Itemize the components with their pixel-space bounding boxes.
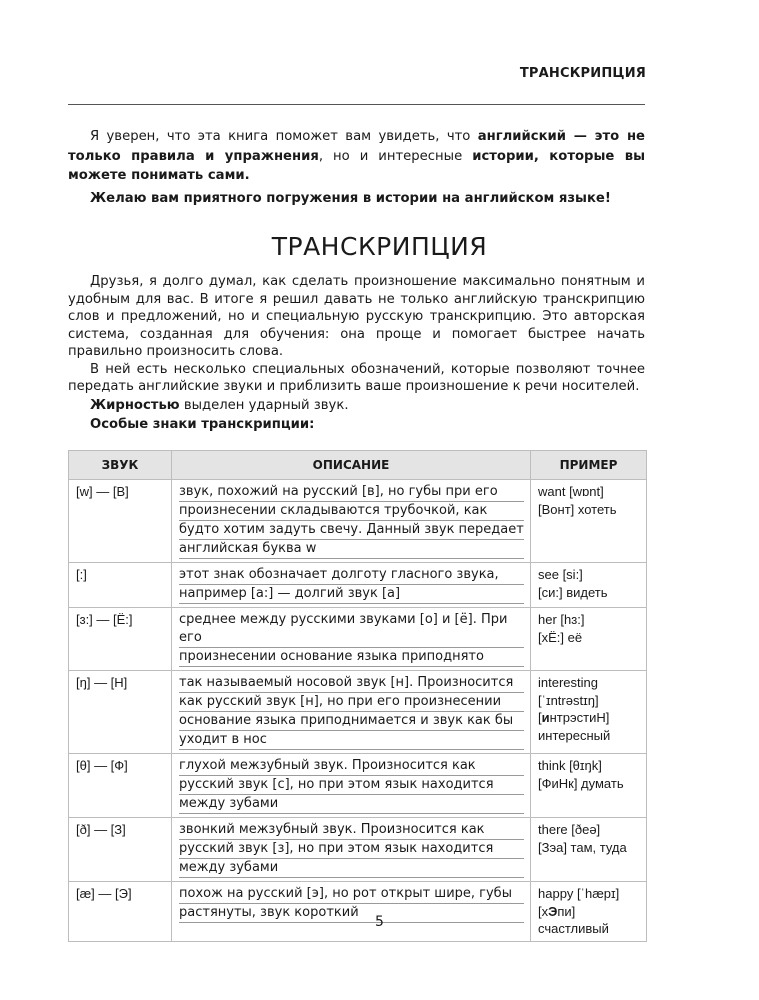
- example-text: [х: [538, 903, 549, 919]
- running-head: ТРАНСКРИПЦИЯ: [519, 66, 646, 81]
- example-line: [538, 611, 640, 629]
- example-line: [538, 757, 640, 775]
- description-line: основание языка приподнимается и звук как бы: [179, 712, 524, 731]
- header-divider: [68, 104, 645, 105]
- example-line: [538, 692, 640, 710]
- stress-bold-word: Жирностью: [90, 397, 180, 413]
- intro-wish: Желаю вам приятного погружения в истории на английском языке!: [90, 190, 611, 206]
- example-text: [Вонт] хотеть: [538, 501, 617, 517]
- column-header-sound: ЗВУК: [69, 451, 172, 480]
- table-row: [69, 608, 647, 671]
- description-cell: [172, 818, 531, 882]
- example-text: interesting: [538, 675, 598, 690]
- description-line: среднее между русскими звуками [о] и [ё]. При его: [179, 611, 524, 648]
- example-text: happy [ˈhæpɪ]: [538, 886, 620, 901]
- description-line: русский звук [з], но при этом язык находится: [179, 840, 524, 859]
- description-line: как русский звук [н], но при его произнесении: [179, 693, 524, 712]
- example-cell: [531, 608, 647, 671]
- example-line: [538, 501, 640, 519]
- section-body: [68, 273, 645, 434]
- text-run: , но и интересные: [318, 148, 473, 164]
- description-line: английская буква w: [179, 540, 524, 559]
- table-row: [69, 818, 647, 882]
- description-line: так называемый носовой звук [н]. Произносится: [179, 674, 524, 693]
- example-text: [Зэа] там, туда: [538, 839, 627, 855]
- column-header-example: ПРИМЕР: [531, 451, 647, 480]
- description-line: похож на русский [э], но рот открыт шире, губы: [179, 885, 524, 904]
- transcription-table: [68, 450, 647, 942]
- paragraph-stress: [68, 396, 645, 415]
- table-row: [69, 882, 647, 942]
- stressed-sound: и: [541, 710, 550, 725]
- description-line: между зубами: [179, 795, 524, 814]
- paragraph-notation: В ней есть несколько специальных обозначений, которые позволяют точнее передать английские звуки и приблизить ваше произношение к речи носителей.: [68, 361, 645, 394]
- description-line: растянуты, звук короткий: [179, 904, 524, 923]
- sound-cell: [69, 671, 172, 754]
- section-title: ТРАНСКРИПЦИЯ: [271, 232, 488, 261]
- example-line: [538, 674, 640, 692]
- description-cell: [172, 754, 531, 818]
- sound-symbol: [ɜ:] — [Ё:]: [76, 612, 133, 627]
- example-cell: [531, 563, 647, 608]
- example-line: [538, 821, 640, 839]
- sound-cell: [69, 608, 172, 671]
- example-text: her [hɜ:]: [538, 612, 585, 627]
- signs-heading: Особые знаки транскрипции:: [90, 416, 315, 432]
- example-text: see [si:]: [538, 567, 583, 582]
- sound-cell: [69, 563, 172, 608]
- example-text: счастливый: [538, 921, 609, 936]
- example-line: [538, 629, 640, 647]
- paragraph-friends: Друзья, я долго думал, как сделать произношение максимально понятным и удобным для вас. В итоге я решил давать не только английскую транскрипцию слов и предложений, но и специальную русскую транскрипцию. Это авторская система, созданная для обучения: она проще и помогает быстрее начать правильно произносить слова.: [68, 274, 645, 359]
- example-text: нтрэстиН]: [549, 710, 610, 725]
- sound-cell: [69, 818, 172, 882]
- description-line: будто хотим задуть свечу. Данный звук передает: [179, 521, 524, 540]
- example-text: [ФиНк] думать: [538, 775, 624, 791]
- stress-rest: выделен ударный звук.: [179, 397, 349, 413]
- example-cell: [531, 754, 647, 818]
- bold-run: истории, которые вы можете понимать сами.: [68, 148, 646, 183]
- example-text: think [θɪŋk]: [538, 758, 602, 773]
- intro-paragraph: [68, 127, 645, 186]
- example-cell: [531, 671, 647, 754]
- sound-symbol: [w] — [В]: [76, 484, 129, 499]
- description-cell: [172, 671, 531, 754]
- example-text: there [ðeə]: [538, 822, 601, 837]
- example-cell: [531, 882, 647, 942]
- description-line: произнесении основание языка приподнято: [179, 648, 524, 667]
- example-line: [538, 775, 640, 793]
- description-line: звук, похожий на русский [в], но губы при его: [179, 483, 524, 502]
- description-line: уходит в нос: [179, 731, 524, 750]
- description-cell: [172, 480, 531, 563]
- example-line: [538, 483, 640, 501]
- example-cell: [531, 818, 647, 882]
- example-line: [538, 885, 640, 903]
- example-line: [538, 566, 640, 584]
- example-text: want [wɒnt]: [538, 484, 604, 499]
- example-line: [538, 839, 640, 857]
- description-line: произнесении складываются трубочкой, как: [179, 502, 524, 521]
- table-row: [69, 563, 647, 608]
- text-run: Я уверен, что эта книга поможет вам увидеть, что: [90, 129, 478, 144]
- description-line: звонкий межзубный звук. Произносится как: [179, 821, 524, 840]
- table-body: [69, 480, 647, 942]
- example-text: [си:] видеть: [538, 584, 608, 600]
- example-text: [хЁ:] её: [538, 629, 583, 645]
- example-line: [538, 727, 640, 745]
- description-cell: [172, 882, 531, 942]
- description-line: например [a:] — долгий звук [а]: [179, 585, 524, 604]
- example-cell: [531, 480, 647, 563]
- example-line: [538, 709, 640, 727]
- page-number: 5: [375, 914, 384, 930]
- sound-cell: [69, 480, 172, 563]
- stressed-sound: Э: [548, 903, 558, 919]
- example-text: интересный: [538, 727, 611, 743]
- description-line: русский звук [с], но при этом язык находится: [179, 776, 524, 795]
- sound-cell: [69, 882, 172, 942]
- sound-symbol: [æ] — [Э]: [76, 886, 132, 901]
- example-text: [ˈɪntrəstɪŋ]: [538, 692, 599, 708]
- sound-symbol: [θ] — [Ф]: [76, 758, 128, 773]
- column-header-description: ОПИСАНИЕ: [172, 451, 531, 480]
- description-line: между зубами: [179, 859, 524, 878]
- paragraph-signs-heading: [68, 415, 645, 434]
- description-cell: [172, 563, 531, 608]
- example-text: пи]: [557, 903, 576, 919]
- table-row: [69, 671, 647, 754]
- example-line: [538, 584, 640, 602]
- intro-block: [68, 127, 645, 208]
- sound-symbol: [ð] — [З]: [76, 822, 126, 837]
- table-row: [69, 754, 647, 818]
- description-line: этот знак обозначает долготу гласного звука,: [179, 566, 524, 585]
- description-line: глухой межзубный звук. Произносится как: [179, 757, 524, 776]
- bold-run: английский — это не только правила и упражнения: [68, 129, 646, 164]
- table-header-row: [69, 451, 647, 480]
- sound-symbol: [ŋ] — [Н]: [76, 675, 128, 690]
- sound-cell: [69, 754, 172, 818]
- description-cell: [172, 608, 531, 671]
- sound-symbol: [:]: [76, 567, 87, 582]
- table-row: [69, 480, 647, 563]
- example-text: [: [538, 710, 542, 725]
